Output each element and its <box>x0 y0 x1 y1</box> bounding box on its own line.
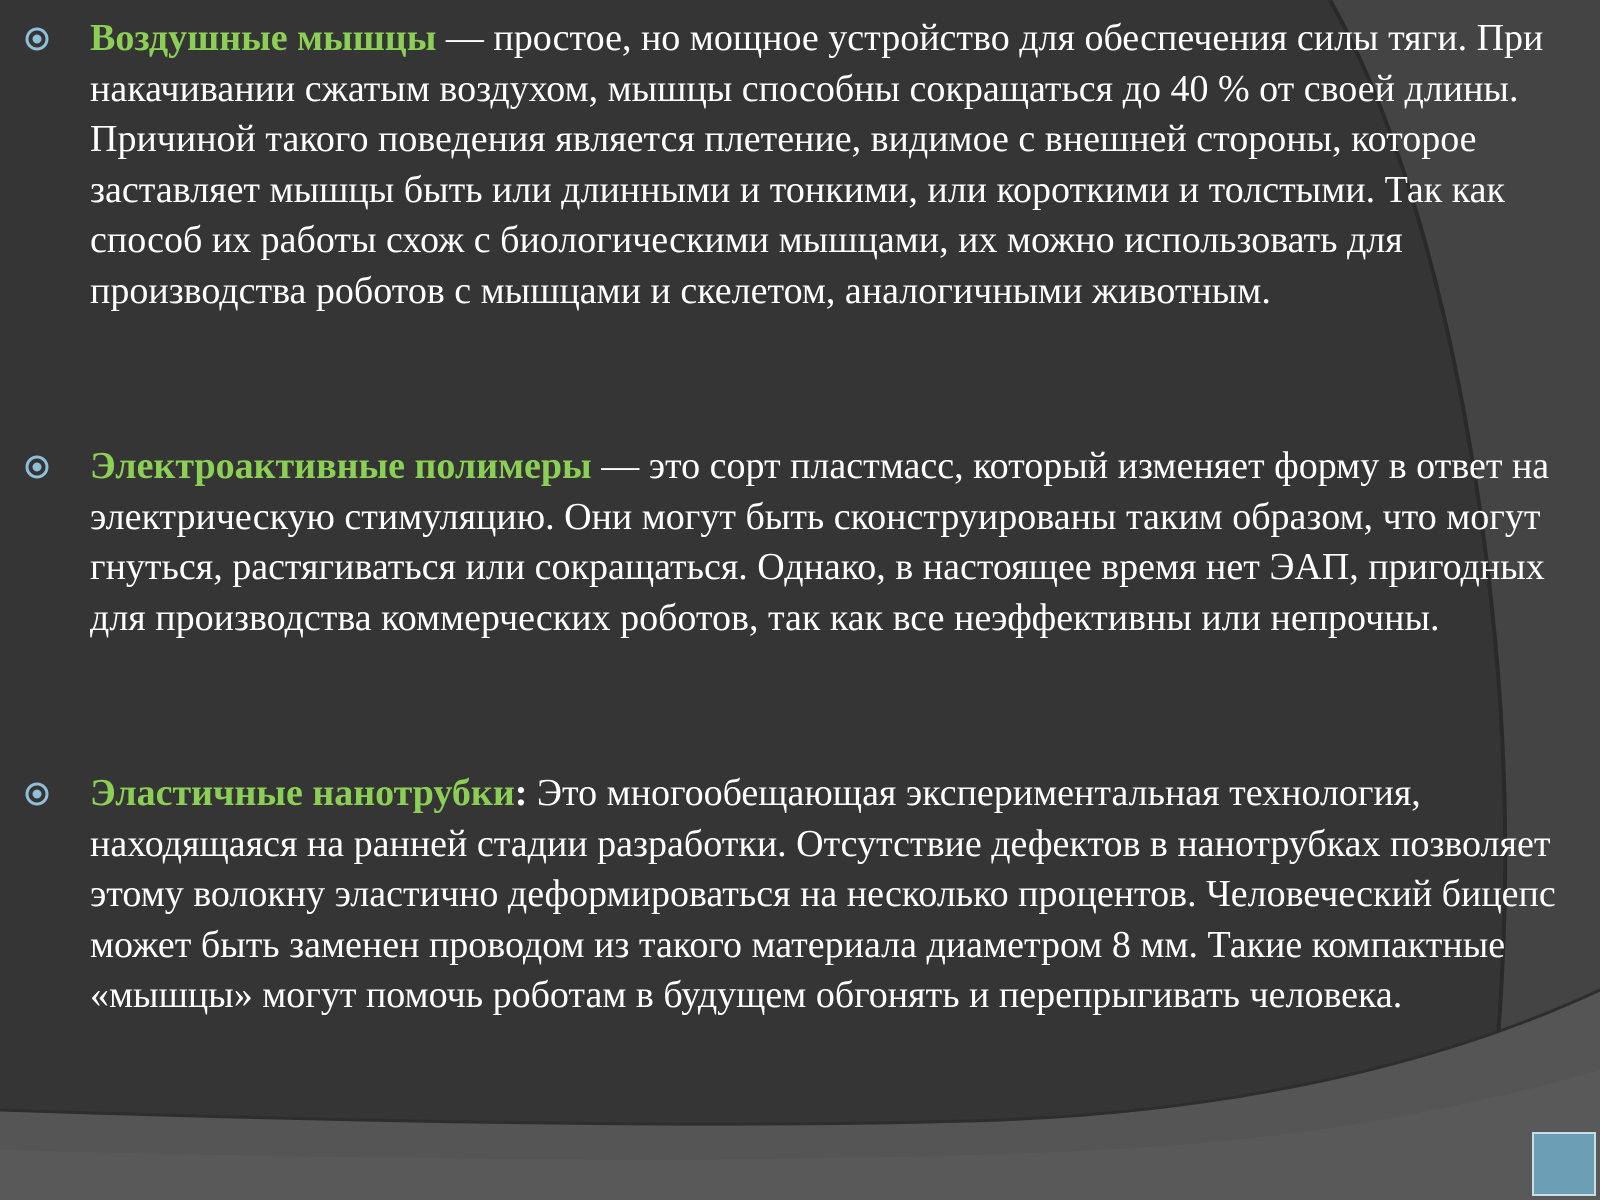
description-electroactive-polymers: — это сорт пластмасс, который изменяет форму в ответ на электрическую стимуляцию. Они могут быть сконструированы таким образом, что могут гнуться, растягиваться или сокращаться. Однако, в настоящее время нет ЭАП, пригодных для производства коммерческих роботов, так как все неэффективны или непрочны. <box>90 445 1550 639</box>
list-item-elastic-nanotubes <box>90 768 1580 1021</box>
term-elastic-nanotubes: Эластичные нанотрубки <box>90 772 515 814</box>
term-electroactive-polymers: Электроактивные полимеры <box>90 445 592 487</box>
term-separator: : <box>514 772 528 814</box>
circle-dot-icon <box>22 779 52 809</box>
description-air-muscles: — простое, но мощное устройство для обеспечения силы тяги. При накачивании сжатым воздухом, мышцы способны сокращаться до 40 % от своей длины. Причиной такого поведения является плетение, видимое с внешней стороны, которое заставляет мышцы быть или длинными и тонкими, или короткими и толстыми. Так как способ их работы схож с биологическими мышцами, их можно использовать для производства роботов с мышцами и скелетом, аналогичными животным. <box>90 17 1544 312</box>
slide-nav-button[interactable] <box>1532 1132 1596 1196</box>
circle-dot-icon <box>22 24 52 54</box>
list-item-electroactive-polymers <box>90 441 1580 643</box>
description-elastic-nanotubes: Это многообещающая экспериментальная технология, находящаяся на ранней стадии разработки. Отсутствие дефектов в нанотрубках позволяет этому волокну эластично деформироваться на несколько процентов. Человеческий бицепс может быть заменен проводом из такого материала диаметром 8 мм. Такие компактные «мышцы» могут помочь роботам в будущем обгонять и перепрыгивать человека. <box>90 772 1556 1016</box>
circle-dot-icon <box>22 452 52 482</box>
term-air-muscles: Воздушные мышцы <box>90 17 437 59</box>
list-item-air-muscles <box>90 13 1580 316</box>
